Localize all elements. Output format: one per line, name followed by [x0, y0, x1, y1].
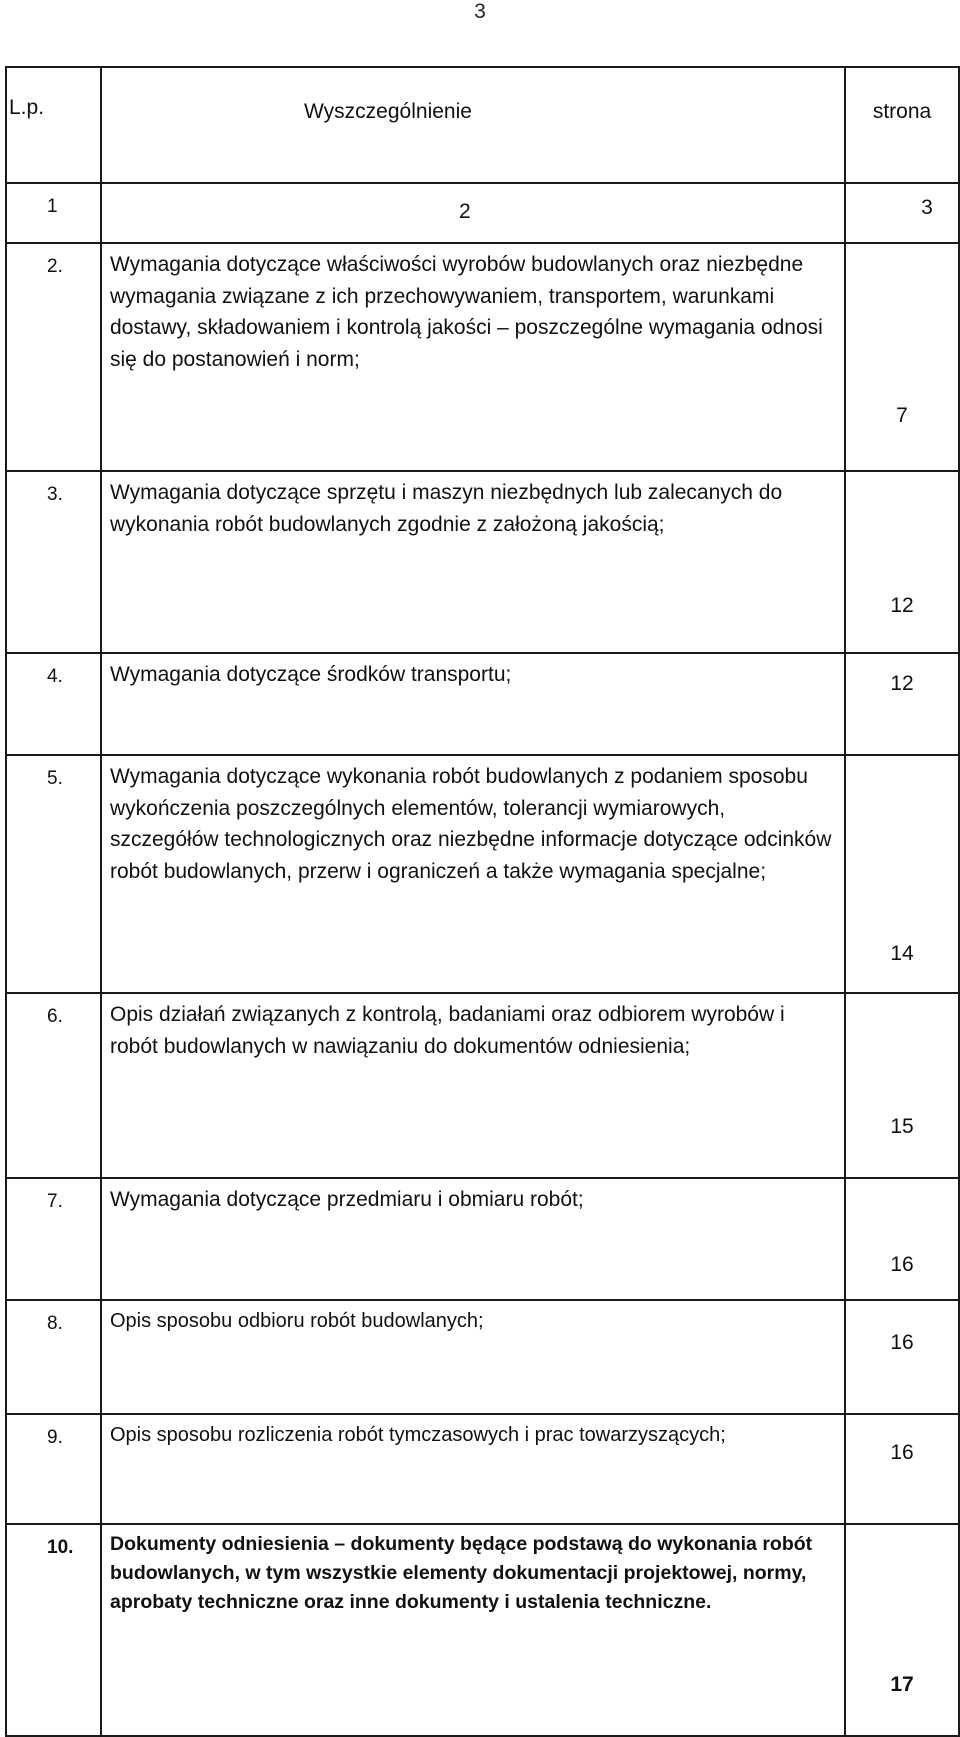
row-page: 12	[845, 653, 959, 755]
row-description: Opis działań związanych z kontrolą, badaniami oraz odbiorem wyrobów i robót budowlanych w nawiązaniu do dokumentów odniesienia;	[101, 993, 845, 1178]
column-number-3: 3	[845, 183, 959, 243]
row-number: 5.	[6, 755, 101, 993]
column-number-1: 1	[6, 183, 101, 243]
row-description: Wymagania dotyczące właściwości wyrobów budowlanych oraz niezbędne wymagania związane z ich przechowywaniem, transportem, warunkami dostawy, składowaniem i kontrolą jakości – poszczególne wymagania odnosi się do postanowień i norm;	[101, 243, 845, 471]
table-row	[6, 755, 959, 993]
table-row	[6, 1300, 959, 1414]
row-number: 10.	[6, 1524, 101, 1736]
row-page: 16	[845, 1414, 959, 1524]
header-page: strona	[845, 67, 959, 183]
row-page: 14	[845, 755, 959, 993]
row-page: 7	[845, 243, 959, 471]
row-description: Wymagania dotyczące wykonania robót budowlanych z podaniem sposobu wykończenia poszczególnych elementów, tolerancji wymiarowych, szczegółów technologicznych oraz niezbędne informacje dotyczące odcinków robót budowlanych, przerw i ograniczeń a także wymagania specjalne;	[101, 755, 845, 993]
row-description: Wymagania dotyczące środków transportu;	[101, 653, 845, 755]
row-number: 3.	[6, 471, 101, 653]
column-number-2: 2	[101, 183, 845, 243]
table-row	[6, 653, 959, 755]
column-number-row	[6, 183, 959, 243]
row-page: 12	[845, 471, 959, 653]
table-row	[6, 243, 959, 471]
table-header-row	[6, 67, 959, 183]
row-page: 15	[845, 993, 959, 1178]
table-row	[6, 1524, 959, 1736]
row-page: 16	[845, 1300, 959, 1414]
row-description: Wymagania dotyczące sprzętu i maszyn niezbędnych lub zalecanych do wykonania robót budowlanych zgodnie z założoną jakością;	[101, 471, 845, 653]
header-description: Wyszczególnienie	[101, 67, 845, 183]
table-row	[6, 471, 959, 653]
table-of-contents	[5, 66, 960, 1737]
table-row	[6, 993, 959, 1178]
row-number: 2.	[6, 243, 101, 471]
row-description: Wymagania dotyczące przedmiaru i obmiaru robót;	[101, 1178, 845, 1300]
row-number: 7.	[6, 1178, 101, 1300]
row-number: 8.	[6, 1300, 101, 1414]
row-page: 16	[845, 1178, 959, 1300]
row-description: Opis sposobu odbioru robót budowlanych;	[101, 1300, 845, 1414]
row-number: 4.	[6, 653, 101, 755]
table-row	[6, 1414, 959, 1524]
page-number: 3	[474, 0, 486, 23]
table-row	[6, 1178, 959, 1300]
row-description: Dokumenty odniesienia – dokumenty będące podstawą do wykonania robót budowlanych, w tym wszystkie elementy dokumentacji projektowej, normy, aprobaty techniczne oraz inne dokumenty i ustalenia techniczne.	[101, 1524, 845, 1736]
row-number: 6.	[6, 993, 101, 1178]
row-description: Opis sposobu rozliczenia robót tymczasowych i prac towarzyszących;	[101, 1414, 845, 1524]
row-page: 17	[845, 1524, 959, 1736]
row-number: 9.	[6, 1414, 101, 1524]
header-lp: L.p.	[6, 67, 101, 183]
